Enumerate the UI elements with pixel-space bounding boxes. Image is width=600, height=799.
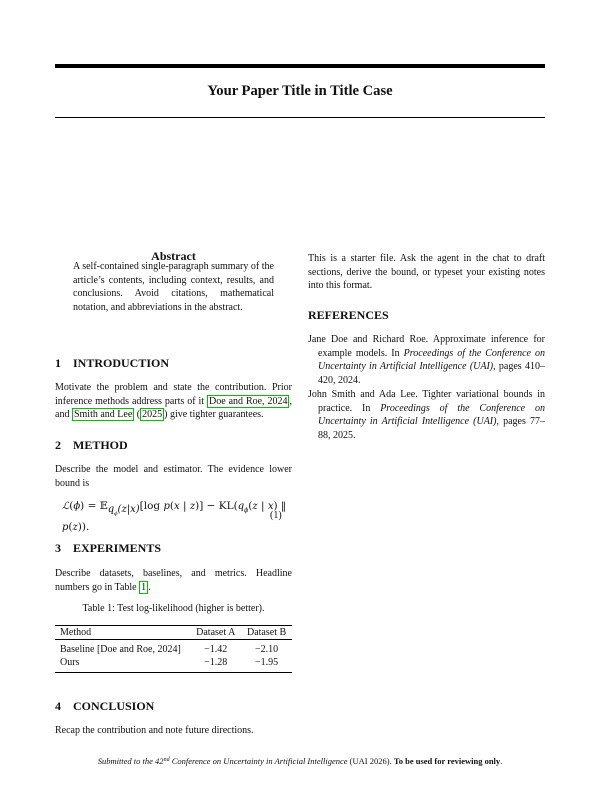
table-cell-method: Ours [60,657,80,668]
section-number: 1 [55,356,61,370]
section-heading-conclusion [55,699,292,714]
reference-venue: Proceedings of the Conference on Uncertainty in Artificial Intelligence (UAI) [318,347,545,373]
title-rule-bottom [55,117,545,118]
table-header: Dataset B [246,627,287,638]
section-number: 3 [55,541,61,555]
reference-item [308,388,545,442]
experiments-paragraph [55,567,292,594]
section-heading-introduction [55,356,292,371]
title-rule-top [55,64,545,68]
section-title: EXPERIMENTS [73,541,162,555]
method-paragraph: Describe the model and estimator. The evidence lower bound is [55,464,292,489]
reference-authors: Jane Doe and Richard Roe. Approximate inference for example models. In [308,334,545,359]
reference-authors: John Smith and Ada Lee. Tighter variational bounds in practice. In [308,389,545,414]
table-cell-method: Baseline [Doe and Roe, 2024] [60,644,181,655]
reference-item [308,333,545,387]
table-cell: −1.28 [204,657,228,668]
table-header: Dataset A [196,627,236,638]
section-heading-method [55,438,292,453]
table-header-row [55,626,292,640]
section-title: INTRODUCTION [73,356,170,370]
table-cell: −1.42 [204,644,228,655]
footer-venue: Conference on Uncertainty in Artificial Intelligence [169,756,348,766]
table-cell: −2.10 [255,644,279,655]
paper-title: Your Paper Title in Title Case [207,83,393,99]
reference-venue: Proceedings of the Conference on Uncertainty in Artificial Intelligence (UAI) [318,402,545,428]
section-heading-experiments [55,541,292,556]
table-ref-link[interactable]: 1 [141,581,147,593]
abstract-text: A self-contained single-paragraph summary of the article’s contents, including context, results, and conclusions. Avoid citations, mathematical notation, and abbreviations in the abstract. [73,261,274,313]
table-row [55,656,292,673]
footer-notice: To be used for reviewing only [393,756,501,766]
section-title: CONCLUSION [73,699,155,713]
experiments-text: Describe datasets, baselines, and metrics. Headline numbers go in Table [55,568,292,593]
intro-text: give tighter guarantees. [167,409,264,421]
table-cell: −1.95 [255,657,279,668]
results-table [55,625,292,673]
table-row [55,640,292,657]
section-title: METHOD [73,438,128,452]
footer-superscript: nd [163,757,170,763]
table-header: Method [60,627,92,638]
citation-year-link[interactable]: 2025 [142,409,163,421]
footer-text: . [500,756,503,766]
conclusion-paragraph: Recap the contribution and note future directions. [55,725,254,736]
section-number: 4 [55,699,61,713]
experiments-text: . [148,581,151,593]
submission-footer [40,756,560,766]
intro-text: , and [55,395,292,421]
footer-text: Submitted to the 42 [97,756,164,766]
reference-tail: , pages 77–88, 2025. [318,416,545,441]
abstract-body [73,260,274,314]
citation-link[interactable]: Smith and Lee [73,409,133,421]
elbo-equation: ℒ(ϕ) = 𝔼$_{q_\phi(z|x)}$[log p(x | $z)] - KL(q_\phi(z$ | x) ‖ p(z)). [62,500,287,534]
introduction-paragraph: Motivate the problem and state the contribution. Prior inference methods address parts of it Doe and Roe, 2024 , and Smith and Lee ( 2025 ) give tighter guarantees. [55,382,292,421]
equation-number: (1) [270,510,282,521]
references-heading: REFERENCES [308,308,389,322]
footer-text: (UAI 2026). [347,756,394,766]
citation-link[interactable]: Doe and Roe, 2024 [208,395,288,407]
starter-paragraph: This is a starter file. Ask the agent in the chat to draft sections, derive the bound, or typeset your existing notes into this format. [308,253,545,292]
citation-link[interactable]: Doe and Roe, 2024 [100,644,178,655]
method-name: Baseline [60,644,97,655]
reference-tail: , pages 410–420, 2024. [318,361,545,386]
section-number: 2 [55,438,61,452]
intro-text: Motivate the problem and state the contribution. Prior inference methods address parts of it [55,382,292,407]
table-caption: Table 1: Test log-likelihood (higher is better). [82,603,265,614]
abstract-heading: Abstract [151,249,196,263]
